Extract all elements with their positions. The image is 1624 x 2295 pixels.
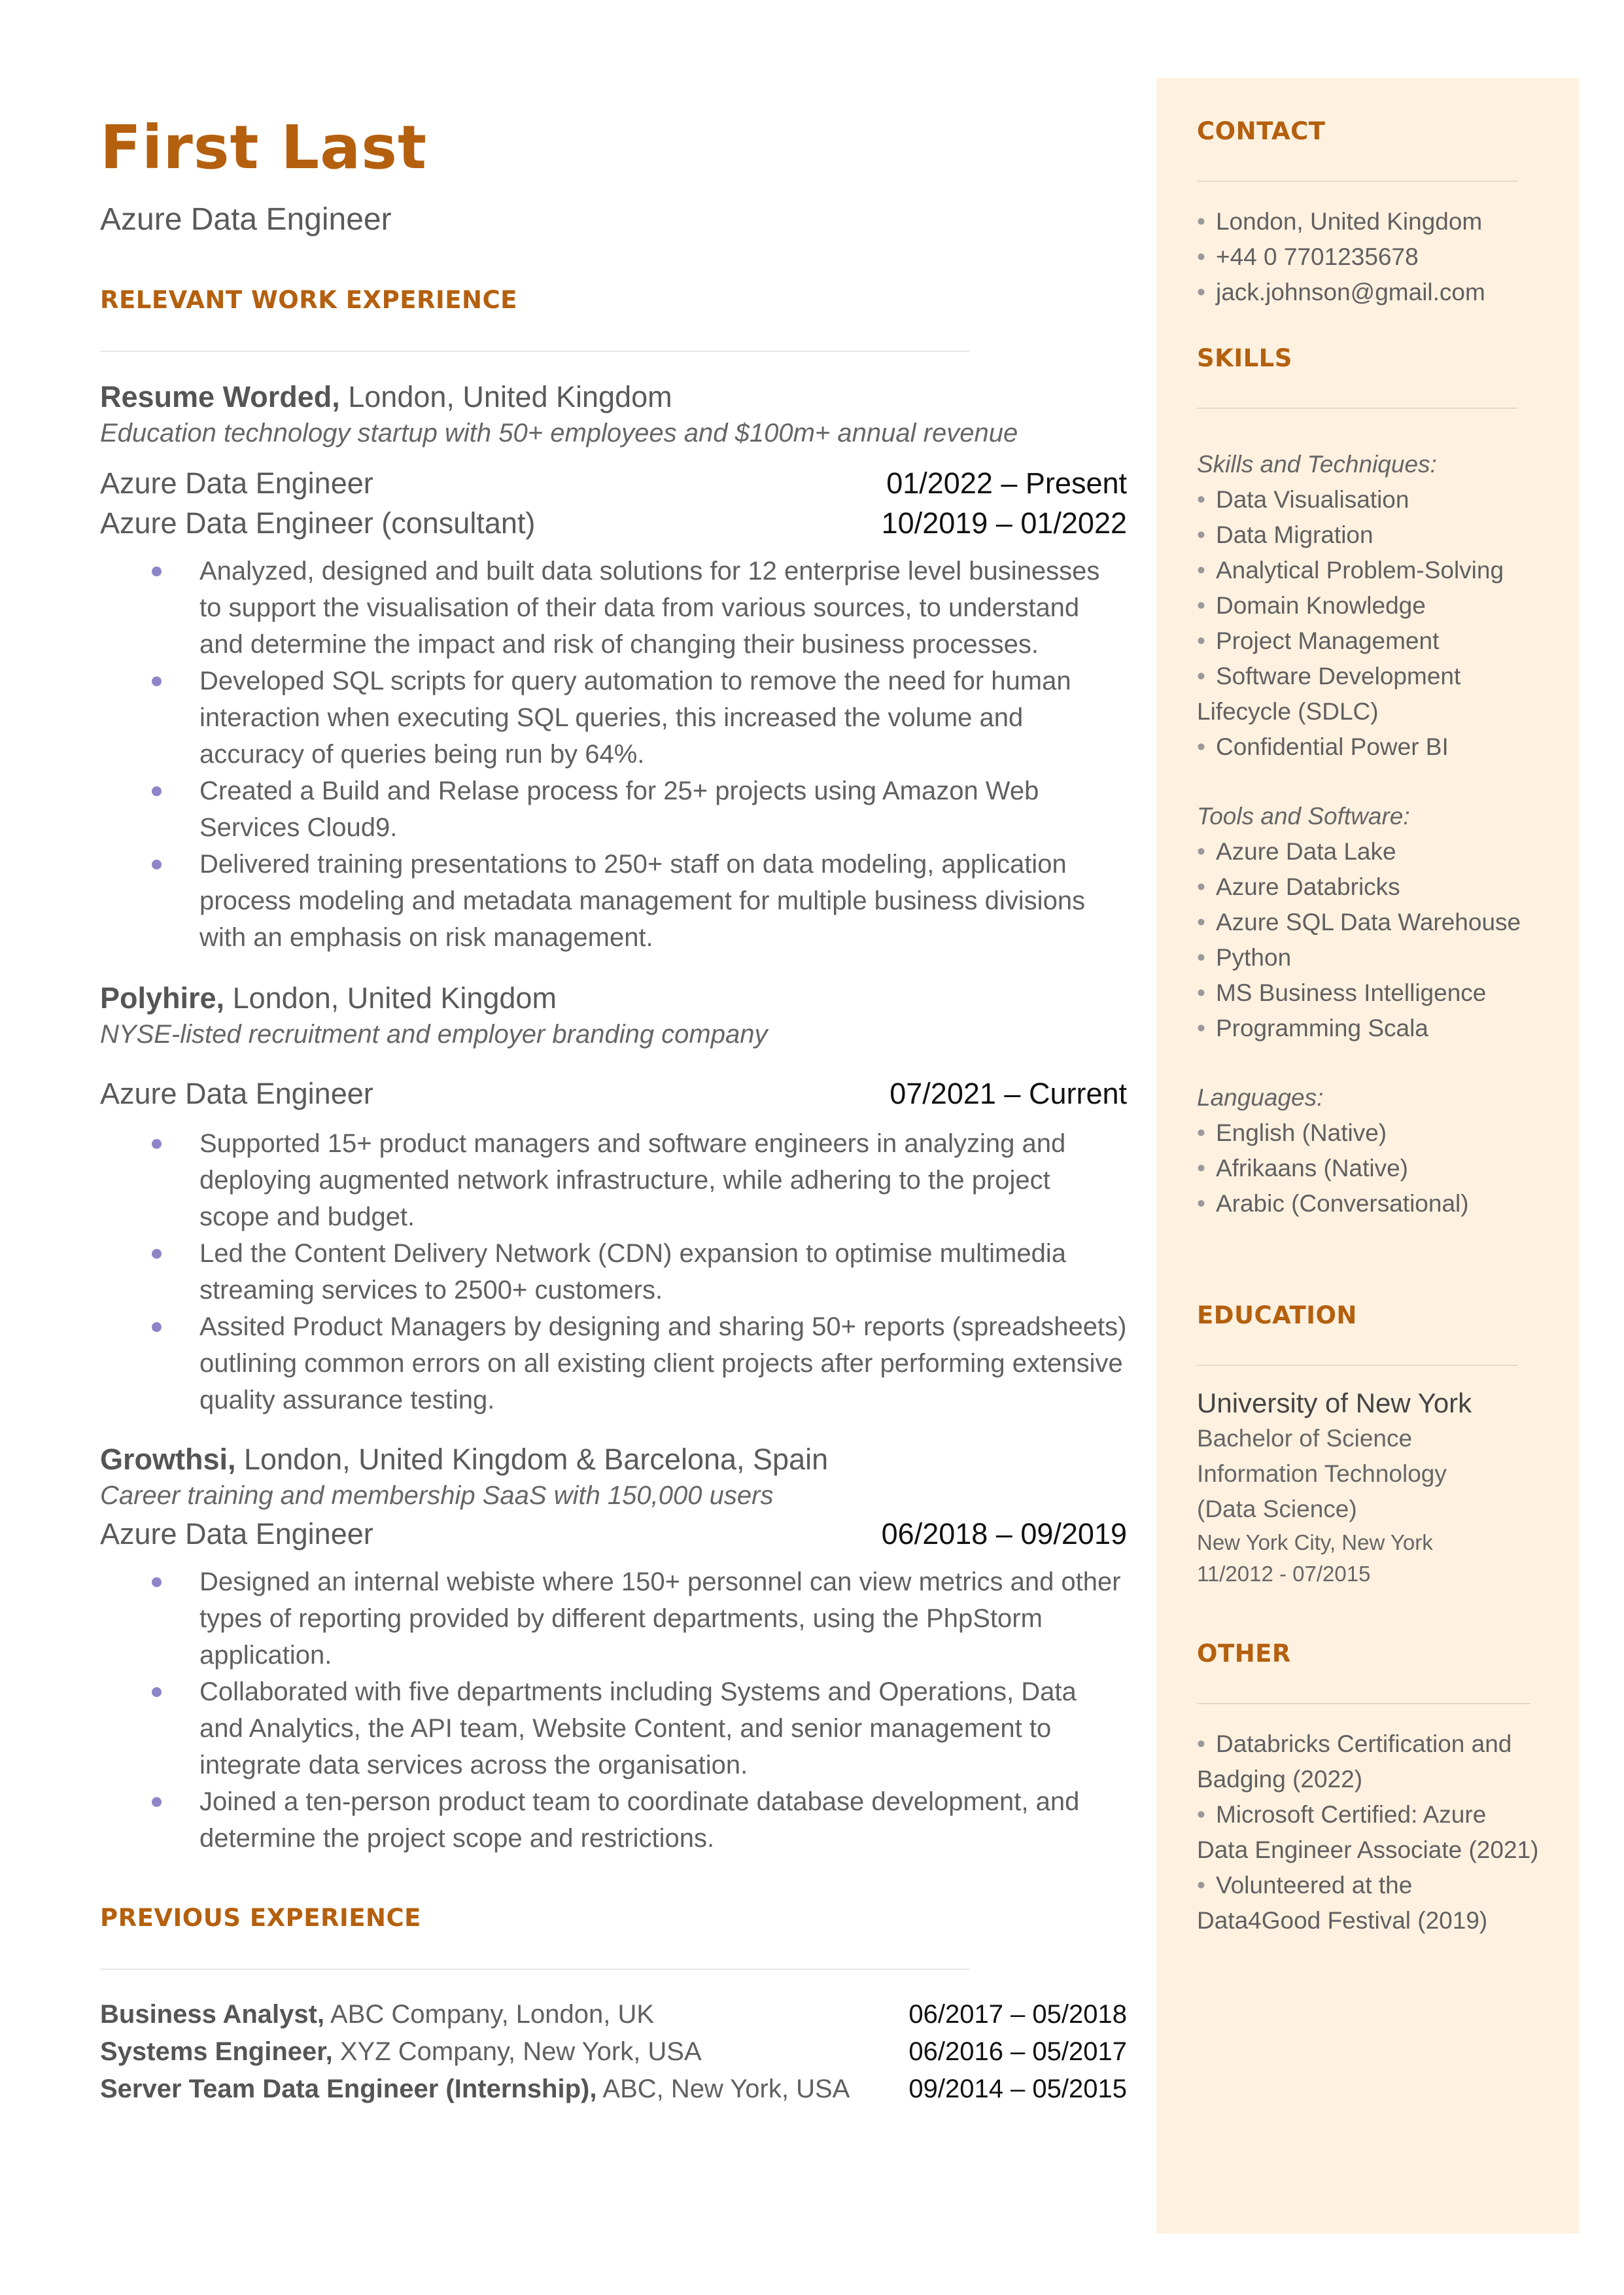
list-item: Server Team Data Engineer (Internship), ABC, New York, USA 09/2014 – 05/2015 — [100, 2075, 1127, 2103]
company-location: London, United Kingdom & Barcelona, Spain — [235, 1443, 829, 1477]
list-item: Systems Engineer, XYZ Company, New York, USA 06/2016 – 05/2017 — [100, 2037, 1127, 2066]
list-item: • Data Migration — [1197, 521, 1373, 548]
section-divider — [1197, 1703, 1530, 1704]
tools-label: Tools and Software: — [1197, 803, 1410, 830]
education-entry — [1197, 1386, 1563, 1590]
list-item: • Azure Data Lake — [1197, 838, 1396, 865]
contact-phone: • +44 0 7701235678 — [1197, 243, 1419, 270]
section-title-previous: PREVIOUS EXPERIENCE — [100, 1904, 421, 1932]
list-item: Assited Product Managers by designing and sharing 50+ reports (spreadsheets) outlining common errors on all existing client projects after performing extensive quality assurance testing. — [100, 1308, 1127, 1418]
company-line — [100, 379, 1127, 415]
list-item: • Microsoft Certified: Azure — [1197, 1801, 1487, 1828]
list-item: Supported 15+ product managers and software engineers in analyzing and deploying augmented network infrastructure, while adhering to the project scope and budget. — [100, 1125, 1127, 1235]
list-item: Led the Content Delivery Network (CDN) expansion to optimise multimedia streaming services to 2500+ customers. — [100, 1235, 1127, 1308]
education-degree: Bachelor of Science — [1197, 1425, 1413, 1452]
section-divider — [1197, 181, 1517, 182]
tools-list — [1197, 834, 1563, 1046]
section-title-work: RELEVANT WORK EXPERIENCE — [100, 286, 517, 314]
section-divider — [100, 1969, 970, 1970]
job-bullets — [100, 1125, 1127, 1418]
company-location: London, United Kingdom — [339, 380, 672, 413]
bullet-dot-icon — [152, 567, 162, 576]
section-title-education: EDUCATION — [1197, 1301, 1357, 1329]
previous-experience-list — [100, 1996, 1127, 2108]
job-bullets — [100, 553, 1127, 956]
section-title-other: OTHER — [1197, 1639, 1291, 1668]
bullet-dot-icon — [152, 860, 162, 869]
job-date: 06/2018 – 09/2019 — [881, 1517, 1127, 1551]
company-name: Resume Worded, — [100, 380, 340, 413]
section-title-contact: CONTACT — [1197, 117, 1326, 145]
job-date: 01/2022 – Present — [886, 466, 1127, 500]
job-date: 10/2019 – 01/2022 — [881, 506, 1127, 540]
job-entry — [100, 981, 1127, 1419]
company-description: Career training and membership SaaS with 150,000 users — [100, 1481, 774, 1511]
section-divider — [1197, 408, 1517, 409]
list-item: Analyzed, designed and built data solutions for 12 enterprise level businesses to support the visualisation of their data from various sources, to understand and determine the impact and risk of changing their business processes. — [100, 553, 1127, 663]
list-item: • Data Visualisation — [1197, 486, 1409, 513]
contact-location: • London, United Kingdom — [1197, 208, 1483, 235]
job-title: Azure Data Engineer (consultant) — [100, 506, 536, 540]
section-divider — [100, 351, 970, 352]
bullet-dot-icon — [152, 1139, 162, 1149]
job-role-row — [100, 1515, 1127, 1554]
section-title-skills: SKILLS — [1197, 344, 1292, 372]
bullet-dot-icon — [152, 1687, 162, 1697]
company-description: Education technology startup with 50+ employees and $100m+ annual revenue — [100, 419, 1018, 447]
company-line — [100, 981, 1127, 1016]
list-item: Created a Build and Relase process for 25+ projects using Amazon Web Services Cloud9. — [100, 773, 1127, 846]
list-item: • Software Development — [1197, 663, 1461, 690]
skills-label: Skills and Techniques: — [1197, 451, 1437, 478]
job-entry — [100, 379, 1127, 956]
main-column — [100, 111, 1127, 2108]
list-item: • Azure SQL Data Warehouse — [1197, 909, 1521, 936]
list-item: • Confidential Power BI — [1197, 733, 1449, 760]
bullet-dot-icon — [152, 1797, 162, 1807]
job-role-row — [100, 464, 1127, 504]
job-role-row — [100, 504, 1127, 544]
job-role-row — [100, 1074, 1127, 1114]
company-name: Growthsi, — [100, 1443, 236, 1477]
list-item: Data4Good Festival (2019) — [1197, 1907, 1488, 1934]
bullet-dot-icon — [152, 1249, 162, 1259]
list-item: • Afrikaans (Native) — [1197, 1155, 1408, 1182]
list-item: Collaborated with five departments including Systems and Operations, Data and Analytics, the API team, Website Content, and senior management to integrate data services across the organisation. — [100, 1673, 1127, 1783]
list-item: Business Analyst, ABC Company, London, UK 06/2017 – 05/2018 — [100, 2000, 1127, 2029]
list-item: • Python — [1197, 944, 1292, 971]
job-date: 07/2021 – Current — [890, 1076, 1127, 1110]
job-title: Azure Data Engineer — [100, 1517, 373, 1551]
list-item: • Databricks Certification and — [1197, 1730, 1512, 1757]
list-item: Joined a ten-person product team to coordinate database development, and determine the project scope and restrictions. — [100, 1783, 1127, 1857]
list-item: Designed an internal webiste where 150+ personnel can view metrics and other types of reporting provided by different departments, using the PhpStorm application. — [100, 1564, 1127, 1673]
company-description: NYSE-listed recruitment and employer branding company — [100, 1019, 768, 1049]
list-item: • Azure Databricks — [1197, 873, 1400, 900]
bullet-dot-icon — [152, 676, 162, 686]
list-item: • MS Business Intelligence — [1197, 979, 1487, 1006]
list-item: • Project Management — [1197, 627, 1440, 654]
company-line — [100, 1442, 1127, 1477]
list-item: • Volunteered at the — [1197, 1872, 1413, 1899]
candidate-role: Azure Data Engineer — [100, 202, 392, 237]
job-bullets — [100, 1564, 1127, 1857]
languages-list — [1197, 1115, 1563, 1221]
job-title: Azure Data Engineer — [100, 1076, 373, 1110]
sidebar — [1156, 78, 1579, 2234]
education-field: Information Technology — [1197, 1460, 1447, 1487]
languages-label: Languages: — [1197, 1084, 1324, 1111]
education-specialization: (Data Science) — [1197, 1496, 1357, 1522]
other-list — [1197, 1726, 1563, 1938]
job-title: Azure Data Engineer — [100, 466, 373, 500]
job-entry — [100, 1442, 1127, 1857]
candidate-name: First Last — [100, 113, 427, 183]
education-location: New York City, New York — [1197, 1530, 1433, 1554]
company-location: London, United Kingdom — [224, 981, 557, 1015]
list-item: Badging (2022) — [1197, 1766, 1363, 1793]
list-item: Data Engineer Associate (2021) — [1197, 1836, 1539, 1863]
bullet-dot-icon — [152, 1577, 162, 1587]
contact-list — [1197, 204, 1563, 310]
skills-list — [1197, 482, 1563, 765]
list-item: • Programming Scala — [1197, 1015, 1428, 1042]
list-item: • Arabic (Conversational) — [1197, 1190, 1469, 1217]
list-item: • English (Native) — [1197, 1119, 1387, 1146]
education-school: University of New York — [1197, 1388, 1472, 1418]
list-item: • Analytical Problem-Solving — [1197, 557, 1504, 584]
company-name: Polyhire, — [100, 981, 225, 1015]
contact-email: • jack.johnson@gmail.com — [1197, 279, 1485, 306]
bullet-dot-icon — [152, 1322, 162, 1332]
section-divider — [1197, 1365, 1517, 1366]
list-item: Delivered training presentations to 250+ staff on data modeling, application process modeling and metadata management for multiple business divisions with an emphasis on risk management. — [100, 846, 1127, 956]
list-item: • Domain Knowledge — [1197, 592, 1426, 619]
list-item: Lifecycle (SDLC) — [1197, 698, 1379, 725]
bullet-dot-icon — [152, 786, 162, 796]
list-item: Developed SQL scripts for query automation to remove the need for human interaction when executing SQL queries, this increased the volume and accuracy of queries being run by 64%. — [100, 663, 1127, 773]
education-dates: 11/2012 - 07/2015 — [1197, 1562, 1371, 1586]
